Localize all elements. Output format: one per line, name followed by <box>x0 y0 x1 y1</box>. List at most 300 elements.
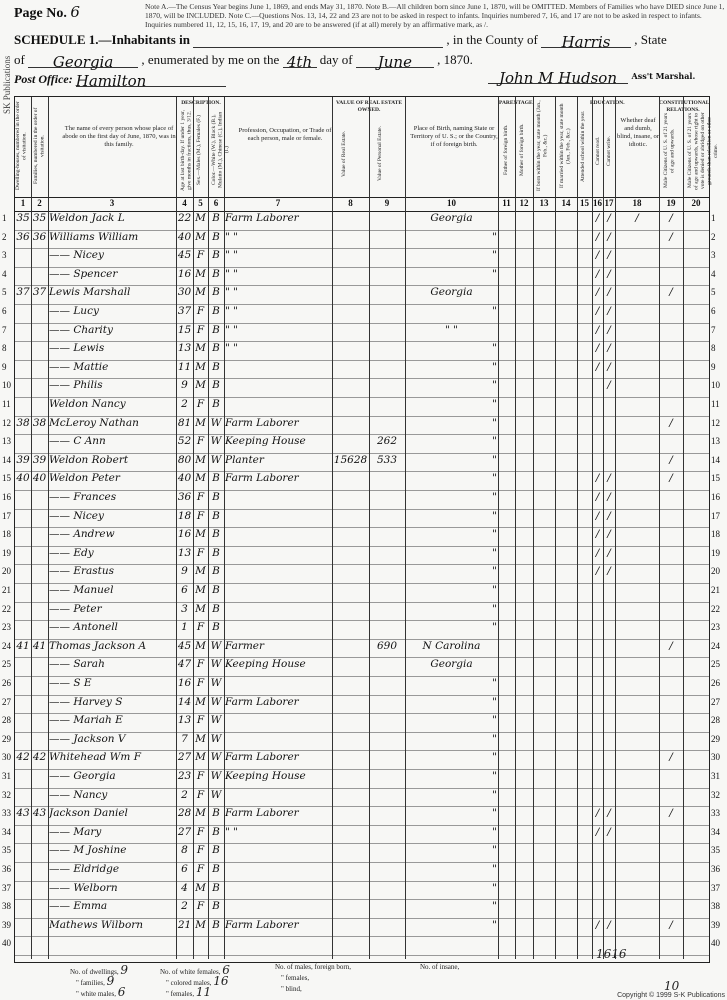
cell-color: B <box>212 323 220 336</box>
cell-occupation: Planter <box>225 453 264 466</box>
table-row <box>15 267 709 287</box>
line-number: 21 <box>2 585 11 595</box>
cell-dwelling: 43 <box>16 807 30 820</box>
cell-age: 40 <box>177 230 192 243</box>
cell-name: Weldon Jack L <box>49 212 125 224</box>
white-males-value: 6 <box>117 985 126 999</box>
cell-color: B <box>212 491 220 503</box>
column-numbers <box>15 197 709 212</box>
table-row <box>15 230 709 250</box>
header-dwelling: Dwelling-houses, numbered in the order of visitation. <box>15 101 28 191</box>
cell-birthplace: " <box>492 249 497 262</box>
cell-write: / <box>607 360 611 373</box>
line-number: 9 <box>711 361 716 372</box>
cell-name: —— Mary <box>49 825 102 838</box>
cell-color: W <box>210 714 222 727</box>
cell-name: —— Nancy <box>49 788 108 801</box>
cell-color: W <box>210 732 222 745</box>
cell-color: B <box>212 918 220 931</box>
cell-read: / <box>595 472 600 485</box>
header-deaf-blind: Whether deaf and dumb, blind, insane, or idiotic. <box>617 117 659 148</box>
cell-write: / <box>607 546 611 559</box>
cell-name: —— Harvey S <box>49 695 123 708</box>
line-number: 34 <box>711 826 720 837</box>
cell-sex: M <box>195 807 206 820</box>
cell-name: —— Eldridge <box>49 863 120 875</box>
cell-read: / <box>595 230 600 243</box>
table-row <box>15 806 709 826</box>
cell-birthplace: " <box>492 732 497 745</box>
table-row <box>15 713 709 733</box>
line-number: 30 <box>2 752 11 763</box>
line-number: 36 <box>2 864 11 874</box>
cell-sex: F <box>196 509 205 522</box>
cell-age: 6 <box>181 863 188 875</box>
of-label: of <box>14 52 25 67</box>
cell-read: / <box>595 546 600 559</box>
cell-age: 13 <box>177 342 192 355</box>
cell-age: 16 <box>177 267 192 280</box>
cell-birthplace: " <box>492 360 497 373</box>
cell-age: 4 <box>181 881 188 894</box>
county-label: , in the County of <box>446 32 538 47</box>
table-row <box>15 397 709 417</box>
line-number: 36 <box>711 864 720 874</box>
header-age: Age at last birth-day. If under 1 year, give months in fractions, thus, 3/12. <box>180 109 193 191</box>
table-row <box>15 527 709 547</box>
line-number: 23 <box>711 622 720 633</box>
line-number: 11 <box>2 399 11 409</box>
year-label: , 1870. <box>437 52 473 67</box>
cell-birthplace: " <box>492 267 497 280</box>
cell-age: 16 <box>177 677 192 689</box>
state-value: Georgia <box>52 53 114 71</box>
cell-name: —— S E <box>49 677 92 689</box>
cell-color: B <box>212 844 220 857</box>
table-row <box>15 732 709 752</box>
header-sex: Sex.—Males (M.), Females (F.) <box>196 115 202 185</box>
line-number: 38 <box>2 901 11 912</box>
column-rule <box>592 97 593 959</box>
line-number: 31 <box>711 771 720 781</box>
cell-family: 40 <box>32 472 47 485</box>
table-row <box>15 881 709 901</box>
cell-write: / <box>607 825 611 838</box>
line-number: 5 <box>711 287 716 298</box>
cell-age: 52 <box>177 435 192 448</box>
column-number: 12 <box>519 198 529 208</box>
cell-sex: M <box>195 732 206 745</box>
cell-birthplace: " <box>492 602 497 615</box>
cell-name: Mathews Wilborn <box>49 918 144 931</box>
post-office-line <box>14 72 226 90</box>
cell-age: 9 <box>181 565 188 578</box>
cell-age: 81 <box>177 416 192 429</box>
cell-birthplace: " <box>492 472 497 485</box>
header-mother-foreign: Mother of foreign birth. <box>519 123 525 177</box>
table-row <box>15 825 709 845</box>
line-number: 6 <box>2 306 7 316</box>
cell-c19: / <box>669 286 673 299</box>
cell-birthplace: " <box>492 230 497 243</box>
cell-color: W <box>210 770 222 782</box>
cell-name: —— Sarah <box>49 658 105 671</box>
cell-birthplace: " <box>492 491 497 503</box>
table-row <box>15 788 709 808</box>
column-number: 3 <box>109 198 115 208</box>
header-school: Attended school within the year. <box>580 110 586 182</box>
month-blank <box>356 53 434 71</box>
column-rule <box>405 97 406 959</box>
cell-sex: M <box>195 881 206 894</box>
cell-sex: M <box>195 360 206 373</box>
cell-sex: F <box>196 435 205 448</box>
cell-birthplace: " <box>492 900 497 913</box>
cell-age: 6 <box>181 584 188 596</box>
cell-color: B <box>212 621 220 634</box>
line-number: 1 <box>711 213 716 223</box>
cell-name: —— Nicey <box>49 249 104 262</box>
header-married-within-year: If married within the year, state month (Jan., Feb., &c.) <box>559 103 572 189</box>
cell-c19: / <box>669 453 673 466</box>
line-number: 15 <box>2 473 11 484</box>
line-number: 18 <box>711 529 720 540</box>
copyright: Copyright © 1999 S-K Publications <box>617 992 725 999</box>
header-parentage: PARENTAGE. <box>499 100 535 106</box>
enumeration-line <box>14 52 473 71</box>
cell-birthplace: " <box>492 509 497 522</box>
cell-age: 80 <box>177 453 192 466</box>
header-education: EDUCATION. <box>590 100 625 106</box>
cell-sex: F <box>196 770 205 782</box>
table-row <box>15 248 709 268</box>
column-rule <box>533 97 534 959</box>
cell-birthplace: " <box>492 621 497 634</box>
cell-family: 41 <box>32 639 47 652</box>
line-number: 12 <box>711 417 720 428</box>
cell-sex: M <box>195 342 206 355</box>
cell-age: 9 <box>181 379 188 392</box>
cell-birthplace: " <box>492 677 497 689</box>
instructions-note: Note A.—The Census Year begins June 1, 1869, and ends May 31, 1870. Note B.—All children born since June 1, 1870, will be OMITTED. Members of Families who have DIED since June 1, 1870, will be INCLUDED. Note C.—Questions Nos. 13, 14, 22 and 23 are not to be asked in respect to infants. Inquiries numbered 7, 16, and 17 are not to be asked in respect to infants. Inquiries numbered 11, 12, 15, 16, 17, 19, and 20 are to be answered (if at all) merely by an affirmative mark, as /. <box>145 2 725 29</box>
cell-sex: M <box>195 230 206 243</box>
cell-read: / <box>595 342 600 355</box>
cell-sex: M <box>195 602 206 615</box>
line-number: 24 <box>711 640 720 651</box>
cell-age: 11 <box>177 360 192 373</box>
cell-name: —— Edy <box>49 546 94 559</box>
cell-sex: M <box>195 286 206 299</box>
cell-age: 13 <box>177 546 192 559</box>
cell-birthplace: " <box>492 546 497 559</box>
cell-age: 21 <box>177 918 192 931</box>
table-row <box>15 378 709 398</box>
line-number: 37 <box>711 882 720 893</box>
cell-c19: / <box>669 751 673 764</box>
cell-c19: / <box>669 639 673 652</box>
publisher-side-note: SK Publications <box>2 55 12 114</box>
cell-birthplace: Georgia <box>430 658 473 671</box>
cell-color: B <box>212 602 220 615</box>
cell-occupation: " " <box>225 342 238 355</box>
column-rule <box>603 97 604 959</box>
line-number: 7 <box>711 324 716 335</box>
footer-tally <box>596 946 627 962</box>
cell-birthplace: N Carolina <box>422 639 481 652</box>
line-number: 27 <box>711 696 720 707</box>
cell-sex: F <box>196 677 205 689</box>
cell-family: 42 <box>32 751 47 764</box>
cell-color: B <box>212 546 220 559</box>
cell-color: B <box>212 360 220 373</box>
cell-read: / <box>595 267 600 280</box>
cell-sex: M <box>195 584 206 596</box>
cell-read: / <box>595 509 600 522</box>
footer-white-males <box>76 985 125 999</box>
line-number: 20 <box>2 566 11 577</box>
line-number: 40 <box>2 938 11 949</box>
cell-dwelling: 40 <box>16 472 30 485</box>
cell-read: / <box>595 807 600 820</box>
cell-age: 2 <box>181 900 188 913</box>
column-number: 10 <box>447 198 456 208</box>
cell-color: W <box>210 639 222 652</box>
cell-name: —— Lucy <box>49 305 99 317</box>
white-males-label: " white males, <box>76 990 116 998</box>
table-row <box>15 862 709 882</box>
cell-color: W <box>210 695 222 708</box>
cell-color: W <box>210 435 222 448</box>
cell-sex: M <box>195 416 206 429</box>
table-row <box>15 434 709 454</box>
cell-color: B <box>212 881 220 894</box>
footer-colored-females <box>166 985 211 999</box>
cell-occupation: " " <box>225 230 238 243</box>
cell-birthplace: " <box>492 825 497 838</box>
margin-mark-value: 10 <box>664 979 680 993</box>
cell-age: 3 <box>181 602 188 615</box>
cell-birthplace: " <box>492 379 497 392</box>
cell-family: 35 <box>32 212 47 224</box>
day-blank <box>283 53 317 71</box>
cell-color: W <box>210 788 222 801</box>
line-number: 33 <box>2 808 11 819</box>
column-rule <box>515 97 516 959</box>
cell-sex: M <box>195 565 206 578</box>
column-rule <box>176 97 177 959</box>
line-number: 8 <box>2 343 7 354</box>
line-number: 32 <box>2 789 11 800</box>
cell-color: B <box>212 398 220 410</box>
line-number: 19 <box>2 547 11 558</box>
cell-birthplace: " <box>492 453 497 466</box>
table-row <box>15 583 709 603</box>
cell-write: / <box>607 528 611 541</box>
cell-age: 14 <box>177 695 192 708</box>
marshal-signature <box>488 68 696 87</box>
cell-write: / <box>607 379 611 392</box>
column-number: 16 <box>593 198 602 208</box>
cell-color: B <box>212 305 220 317</box>
column-number: 18 <box>632 198 642 208</box>
cell-name: Whitehead Wm F <box>49 751 142 764</box>
cell-name: —— M Joshine <box>49 844 127 857</box>
line-number: 15 <box>711 473 720 484</box>
line-number: 16 <box>2 492 11 502</box>
line-number: 10 <box>2 380 11 391</box>
cell-read: / <box>595 249 600 262</box>
line-number: 37 <box>2 882 11 893</box>
header-father-foreign: Father of foreign birth. <box>503 124 509 176</box>
column-number: 4 <box>182 198 187 208</box>
cell-read: / <box>595 323 600 336</box>
line-number: 28 <box>2 715 11 726</box>
line-number: 23 <box>2 622 11 633</box>
cell-occupation: Farm Laborer <box>225 751 299 764</box>
cell-dwelling: 41 <box>16 639 30 652</box>
cell-sex: M <box>195 212 206 224</box>
line-number: 14 <box>2 454 11 465</box>
table-row <box>15 620 709 640</box>
line-number: 38 <box>711 901 720 912</box>
column-rule <box>31 97 32 959</box>
cell-birthplace: " <box>492 695 497 708</box>
cell-occupation: " " <box>225 267 238 280</box>
cell-family: 39 <box>32 453 47 466</box>
cell-age: 28 <box>177 807 192 820</box>
column-rule <box>208 97 209 959</box>
line-number: 39 <box>711 919 720 930</box>
line-number: 17 <box>2 510 11 521</box>
line-number: 31 <box>2 771 11 781</box>
line-number: 14 <box>711 454 720 465</box>
cell-write: / <box>607 286 611 299</box>
cell-c19: / <box>669 807 673 820</box>
colored-males-label: " colored males, <box>166 979 212 987</box>
schedule-label: SCHEDULE 1.—Inhabitants in <box>14 32 190 47</box>
footer-blind: " blind, <box>281 985 302 993</box>
cell-name: —— Frances <box>49 491 117 503</box>
cell-name: Lewis Marshall <box>49 286 131 299</box>
line-number: 19 <box>711 547 720 558</box>
footer-foreign-females: " females, <box>281 974 310 982</box>
header-constitutional: CONSTITUTIONAL RELATIONS. <box>659 100 710 113</box>
day-value: 4th <box>286 53 313 71</box>
cell-name: —— Jackson V <box>49 732 126 745</box>
line-number: 24 <box>2 640 11 651</box>
column-rule <box>555 97 556 959</box>
header-birthplace: Place of Birth, naming State or Territory of U. S.; or the Country, if of foreign birth. <box>410 125 498 148</box>
line-number: 2 <box>2 231 7 242</box>
cell-personal: 262 <box>376 435 398 448</box>
line-number: 12 <box>2 417 11 428</box>
footer-insane: No. of insane, <box>420 963 460 971</box>
cell-sex: M <box>195 472 206 485</box>
cell-color: B <box>212 528 220 541</box>
cell-age: 47 <box>177 658 192 671</box>
cell-age: 36 <box>177 491 192 503</box>
cell-sex: F <box>196 323 205 336</box>
cell-age: 30 <box>177 286 192 299</box>
line-number: 4 <box>2 268 7 279</box>
marshal-label: Ass't Marshal. <box>631 71 696 81</box>
table-row <box>15 602 709 622</box>
cell-name: —— Manuel <box>49 584 114 596</box>
line-number: 26 <box>2 678 11 688</box>
county-blank <box>541 33 631 51</box>
cell-write: / <box>607 509 611 522</box>
cell-birthplace: " <box>492 770 497 782</box>
cell-write: / <box>607 267 611 280</box>
cell-c19: / <box>669 416 673 429</box>
table-row <box>15 453 709 473</box>
cell-name: Weldon Nancy <box>49 398 126 410</box>
cell-name: —— Erastus <box>49 565 115 578</box>
cell-birthplace: " <box>492 435 497 448</box>
cell-birthplace: " <box>492 714 497 727</box>
cell-sex: F <box>196 900 205 913</box>
cell-occupation: Keeping House <box>225 770 306 782</box>
cell-name: Jackson Daniel <box>49 807 128 820</box>
state-label: , State <box>634 32 667 47</box>
table-row <box>15 471 709 491</box>
cell-name: —— Welborn <box>49 881 118 894</box>
header-born-within-year: If born within the year, state month (Jan., Feb., &c.) <box>536 100 549 192</box>
cell-birthplace: " " <box>445 323 458 336</box>
cell-c19: / <box>669 918 673 931</box>
cell-personal: 690 <box>376 639 398 652</box>
cell-name: Thomas Jackson A <box>49 639 147 652</box>
cell-birthplace: " <box>492 565 497 578</box>
cell-occupation: Farm Laborer <box>225 695 299 708</box>
cell-sex: F <box>196 398 205 410</box>
header-name: The name of every person whose place of abode on the first day of June, 1870, was in this family. <box>62 125 176 148</box>
cell-color: B <box>212 342 220 355</box>
cell-sex: F <box>196 658 205 671</box>
cell-write: / <box>607 565 611 578</box>
cell-name: —— Lewis <box>49 342 105 355</box>
cell-occupation: " " <box>225 323 238 336</box>
cell-age: 16 <box>177 528 192 541</box>
header-color: Color.—White (W.), Black (B.), Mulatto (M.), Chinese (C.), Indian (I.) <box>211 111 230 189</box>
line-number: 29 <box>2 733 11 744</box>
cell-read: / <box>595 212 600 224</box>
cell-color: W <box>210 416 222 429</box>
cell-write: / <box>607 212 611 224</box>
header-cannot-read: Cannot read. <box>595 136 601 166</box>
cell-c19: / <box>669 212 673 224</box>
line-number: 18 <box>2 529 11 540</box>
table-row <box>15 360 709 380</box>
column-number: 1 <box>20 198 26 208</box>
families-value: 9 <box>106 974 115 988</box>
cell-age: 27 <box>177 751 192 764</box>
table-row <box>15 899 709 919</box>
line-number: 40 <box>711 938 720 949</box>
column-number: 17 <box>604 198 614 208</box>
line-number: 3 <box>2 250 7 261</box>
cell-deaf: / <box>635 212 639 224</box>
header-cannot-write: Cannot write. <box>606 136 612 166</box>
cell-name: —— Antonell <box>49 621 118 634</box>
line-number: 33 <box>711 808 720 819</box>
cell-color: B <box>212 900 220 913</box>
cell-sex: F <box>196 825 205 838</box>
cell-color: B <box>212 807 220 820</box>
line-number: 27 <box>2 696 11 707</box>
cell-c19: / <box>669 472 673 485</box>
cell-birthplace: " <box>492 398 497 410</box>
